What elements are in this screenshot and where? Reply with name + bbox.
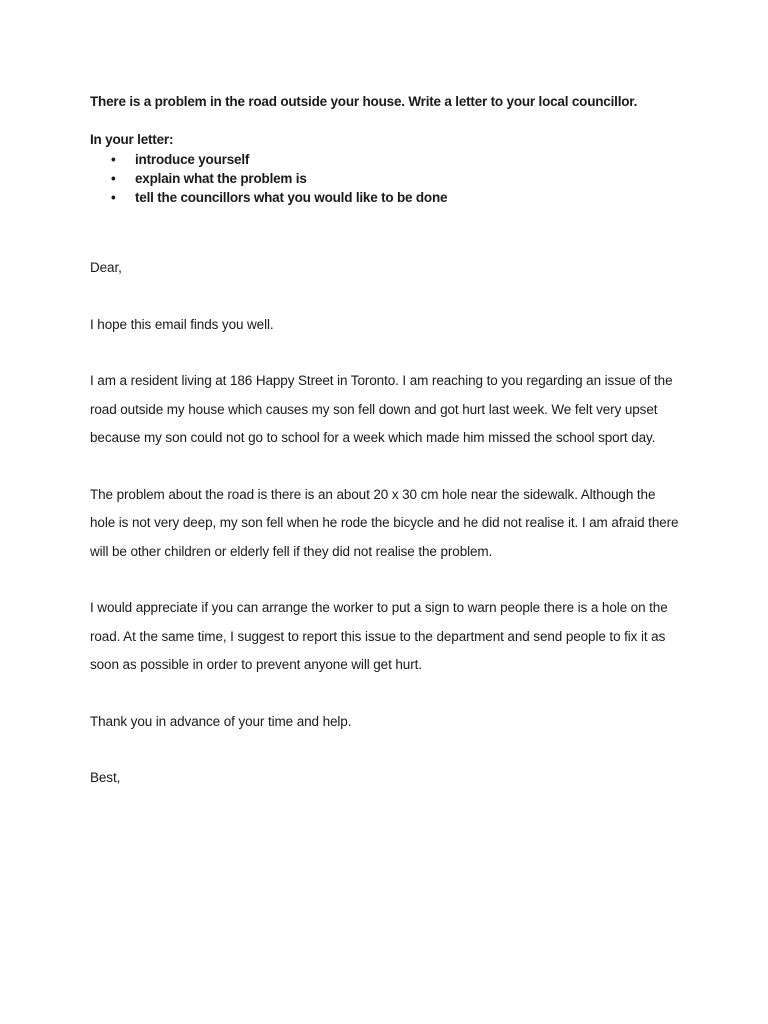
letter-paragraph-problem: The problem about the road is there is an about 20 x 30 cm hole near the sidewalk. Although the hole is not very deep, my son fell when he rode the bicycle and he did not realise it. I am afraid there will be other children or elderly fell if they did not realise the problem. [90,486,679,559]
paragraph-gap [90,736,682,764]
letter-thanks: Thank you in advance of your time and help. [90,713,352,729]
prompt-subheading: In your letter: [90,132,174,147]
letter-body [90,254,682,793]
list-item-text: introduce yourself [135,152,250,167]
list-item-text: explain what the problem is [135,171,307,186]
paragraph-gap [90,283,682,311]
prompt-bullet-list [90,150,690,207]
paragraph-gap [90,339,682,367]
letter-salutation: Dear, [90,260,122,275]
bullet-icon: • [111,171,116,186]
list-item [90,188,690,207]
list-item-text: tell the councillors what you would like to be done [135,190,448,205]
prompt-title: There is a problem in the road outside your house. Write a letter to your local councillor. [90,94,638,109]
paragraph-gap [90,453,682,481]
paragraph-gap [90,566,682,594]
task-prompt [90,92,690,207]
letter-paragraph-introduction: I am a resident living at 186 Happy Street in Toronto. I am reaching to you regarding an issue of the road outside my house which causes my son fell down and got hurt last week. We felt very upset because my son could not go to school for a week which made him missed the school sport day. [90,373,673,445]
letter-closing: Best, [90,770,121,785]
bullet-icon: • [111,152,116,167]
paragraph-gap [90,680,682,708]
letter-opening: I hope this email finds you well. [90,316,274,332]
letter-paragraph-request: I would appreciate if you can arrange the worker to put a sign to warn people there is a hole on the road. At the same time, I suggest to report this issue to the department and send people to fix it as soon as possible in order to prevent anyone will get hurt. [90,600,668,672]
list-item [90,150,690,169]
list-item [90,169,690,188]
bullet-icon: • [111,190,116,205]
